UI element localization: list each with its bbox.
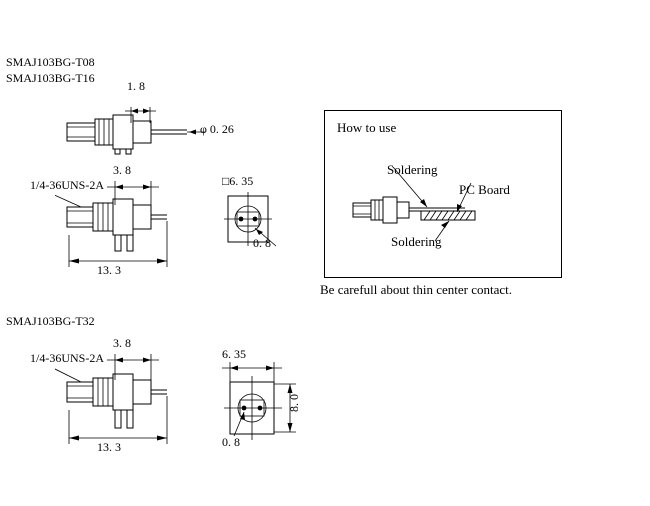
part-bottom-dim-hole: 0. 8 xyxy=(222,435,240,449)
part-top-dim-hole: 0. 8 xyxy=(253,236,271,250)
part-bottom-dim-3-8: 3. 8 xyxy=(113,336,131,350)
callout-soldering-bottom: Soldering xyxy=(391,234,442,249)
part-bottom-dim-width: 6. 35 xyxy=(222,347,246,361)
part-bottom-title: SMAJ103BG-T32 xyxy=(6,314,95,328)
part-top-title-1: SMAJ103BG-T08 xyxy=(6,55,95,69)
part-top-dim-3-8: 3. 8 xyxy=(113,163,131,177)
part-bottom-thread-label: 1/4-36UNS-2A xyxy=(30,351,104,365)
part-top-thread-label: 1/4-36UNS-2A xyxy=(30,178,104,192)
part-top-dim-pin-dia: φ 0. 26 xyxy=(200,122,234,136)
how-to-use-caption: Be carefull about thin center contact. xyxy=(320,282,513,297)
part-top-dim-square: □6. 35 xyxy=(222,174,254,188)
part-top-end-view xyxy=(218,188,328,268)
part-bottom-dim-height: 8. 0 xyxy=(287,394,301,412)
part-top-dim-13-3: 13. 3 xyxy=(97,263,121,277)
how-to-use-title: How to use xyxy=(337,120,397,135)
how-to-use-figure xyxy=(325,111,561,277)
part-bottom-dim-13-3: 13. 3 xyxy=(97,440,121,454)
part-top-side-view xyxy=(55,85,245,155)
part-top-dim-1-8: 1. 8 xyxy=(127,79,145,93)
how-to-use-panel xyxy=(324,110,562,278)
part-top-title-2: SMAJ103BG-T16 xyxy=(6,71,95,85)
callout-soldering-top: Soldering xyxy=(387,162,438,177)
callout-pc-board: PC Board xyxy=(459,182,510,197)
